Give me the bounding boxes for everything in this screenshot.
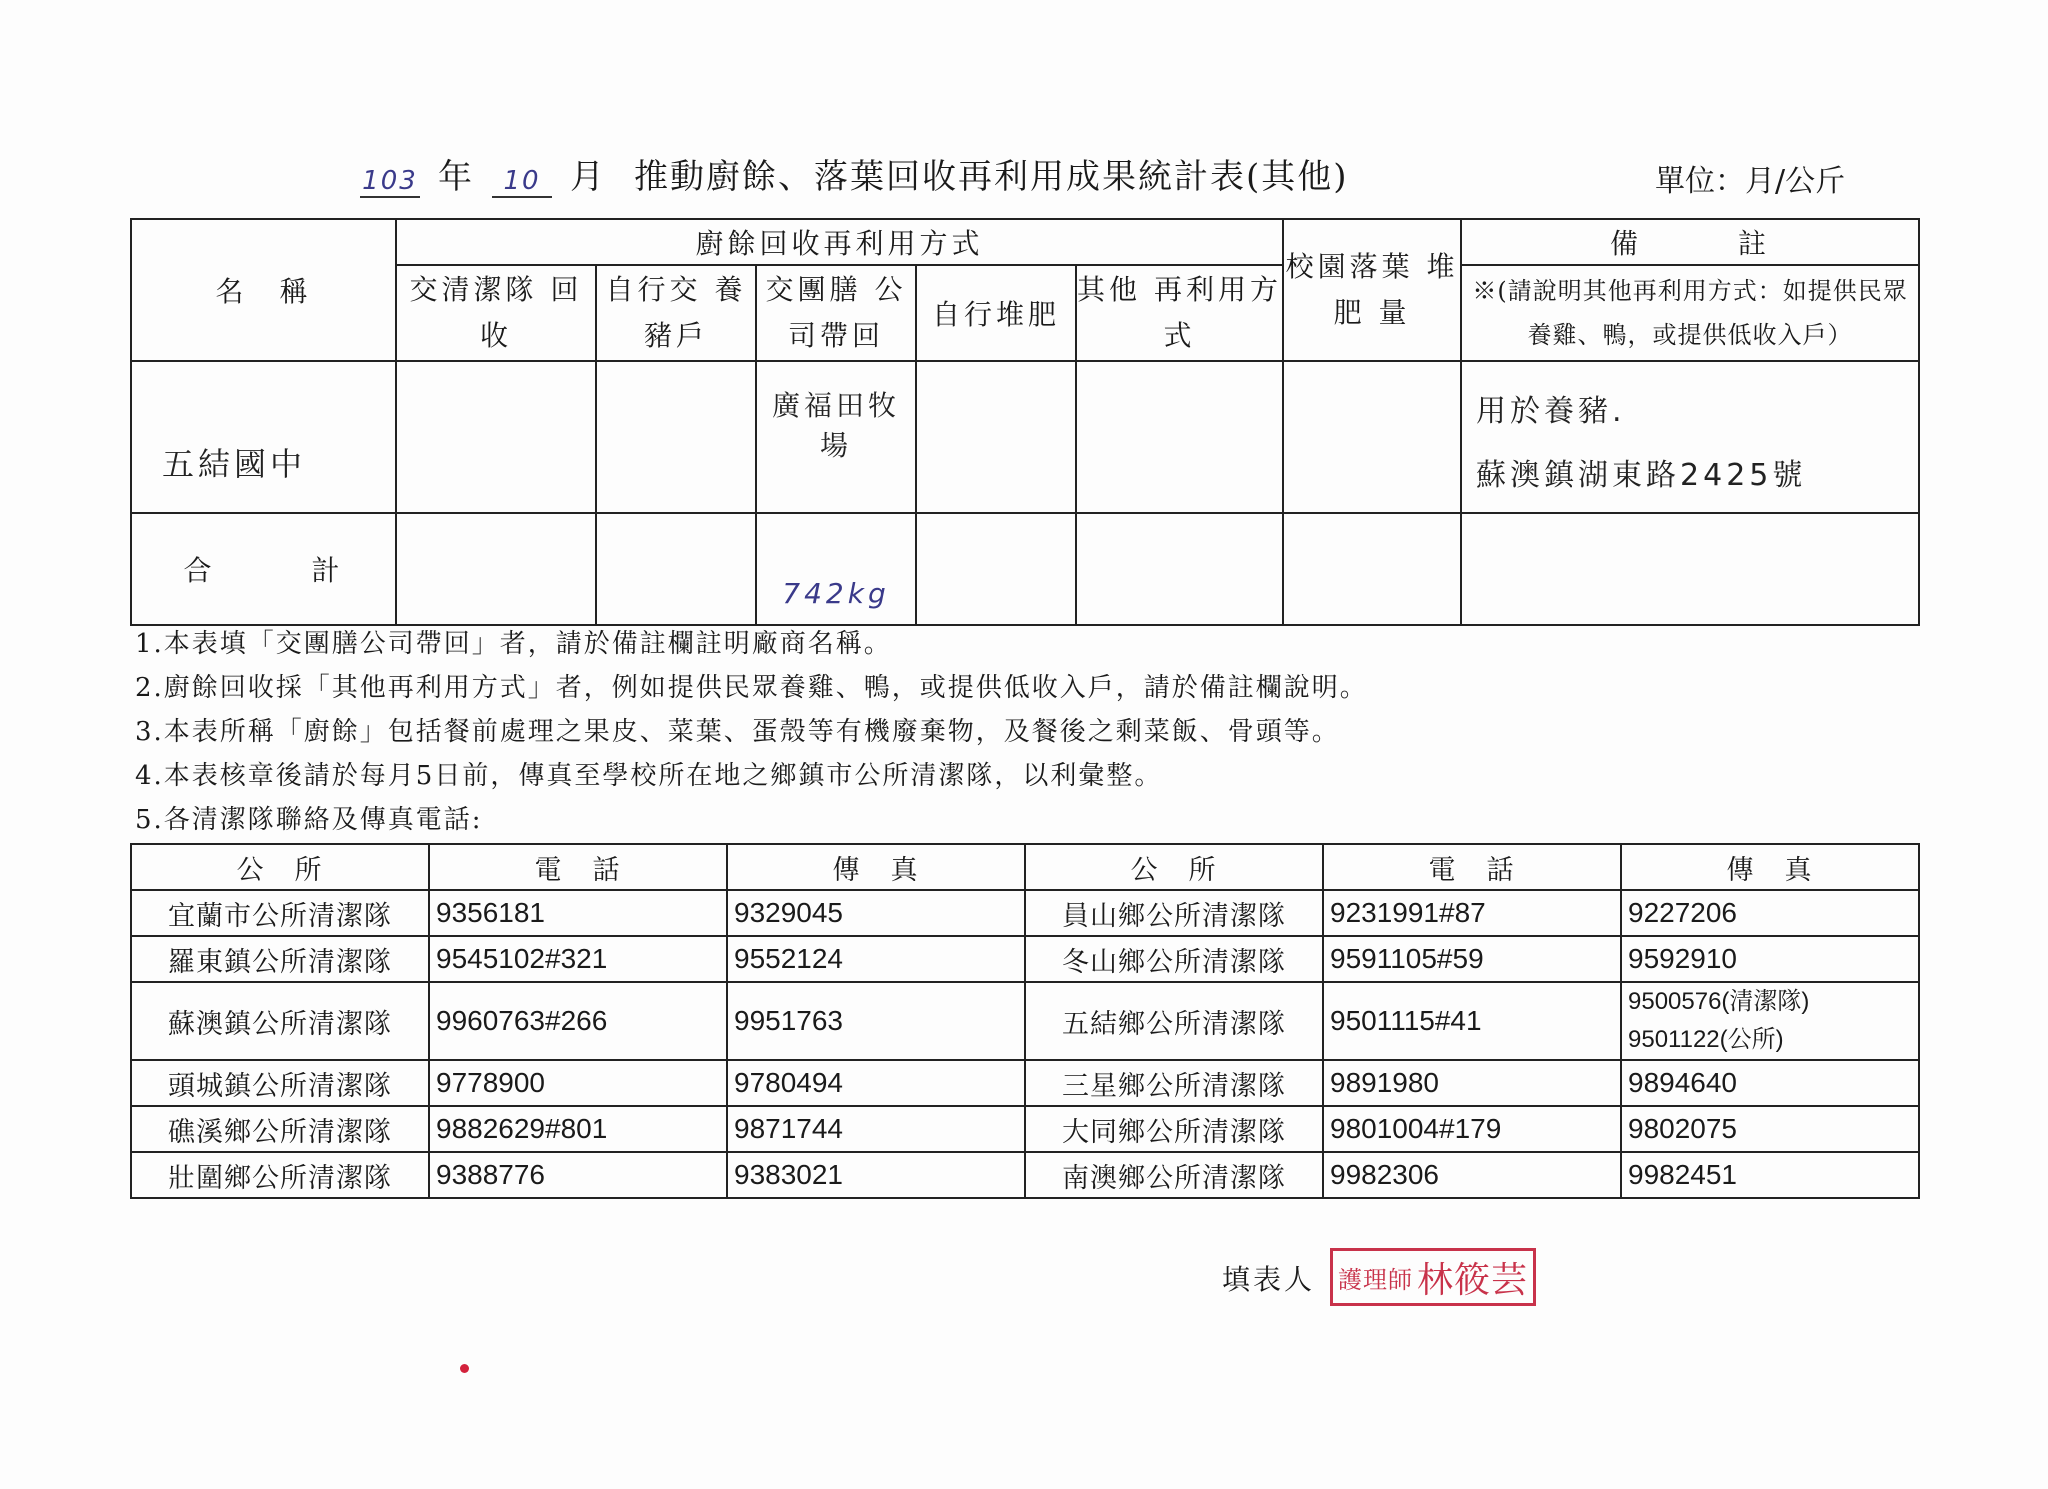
header-method-cleaning-team: 交清潔隊 回收 (396, 265, 596, 361)
year-suffix: 年 (438, 157, 474, 197)
contact-table (130, 843, 1920, 1199)
fax-number: 9871744 (727, 1106, 1025, 1152)
fax-number: 9227206 (1621, 890, 1919, 936)
phone-number: 9801004#179 (1323, 1106, 1621, 1152)
year-handwritten: 103 (360, 166, 420, 198)
fax-number: 9802075 (1621, 1106, 1919, 1152)
phone-number: 9356181 (429, 890, 727, 936)
header-method-group: 廚餘回收再利用方式 (396, 219, 1283, 265)
office-name: 南澳鄉公所清潔隊 (1025, 1152, 1323, 1198)
header-phone: 電 話 (1323, 844, 1621, 890)
total-compost (916, 513, 1076, 625)
page-title: 推動廚餘、落葉回收再利用成果統計表(其他) (634, 157, 1349, 197)
office-name: 壯圍鄉公所清潔隊 (131, 1152, 429, 1198)
month-handwritten: 10 (492, 166, 552, 198)
signature-stamp (1330, 1248, 1536, 1306)
phone-number: 9982306 (1323, 1152, 1621, 1198)
office-name: 頭城鎮公所清潔隊 (131, 1060, 429, 1106)
total-pig-farmer (596, 513, 756, 625)
form-title-row (360, 150, 1349, 198)
fax-number: 9982451 (1621, 1152, 1919, 1198)
recycling-table (130, 218, 1920, 626)
unit-label: 單位：月/公斤 (1655, 164, 1846, 199)
note-item: 5.各清潔隊聯絡及傳真電話: (135, 805, 483, 835)
office-name: 礁溪鄉公所清潔隊 (131, 1106, 429, 1152)
fax-number: 9780494 (727, 1060, 1025, 1106)
total-campus-leaves (1283, 513, 1461, 625)
cell-campus-leaves (1283, 361, 1461, 513)
phone-number: 9591105#59 (1323, 936, 1621, 982)
office-name: 大同鄉公所清潔隊 (1025, 1106, 1323, 1152)
header-fax: 傳 真 (727, 844, 1025, 890)
cell-catering-vendor: 廣福田牧場 (756, 361, 916, 513)
header-remarks: 備 註 (1461, 219, 1919, 265)
header-method-compost: 自行堆肥 (916, 265, 1076, 361)
table-row (131, 890, 1919, 936)
table-row (131, 936, 1919, 982)
phone-number: 9501115#41 (1323, 982, 1621, 1060)
cell-other (1076, 361, 1283, 513)
fax-number: 9951763 (727, 982, 1025, 1060)
phone-number: 9891980 (1323, 1060, 1621, 1106)
note-item: 4.本表核章後請於每月5日前，傳真至學校所在地之鄉鎮市公所清潔隊，以利彙整。 (135, 761, 1163, 791)
table-row (131, 982, 1919, 1060)
note-item: 1.本表填「交團膳公司帶回」者，請於備註欄註明廠商名稱。 (135, 629, 892, 659)
office-name: 冬山鄉公所清潔隊 (1025, 936, 1323, 982)
note-item: 2.廚餘回收採「其他再利用方式」者，例如提供民眾養雞、鴨，或提供低收入戶，請於備註欄說明。 (135, 673, 1368, 703)
header-remarks-note: ※(請說明其他再利用方式：如提供民眾養雞、鴨，或提供低收入戶） (1461, 265, 1919, 361)
office-name: 五結鄉公所清潔隊 (1025, 982, 1323, 1060)
header-name: 名 稱 (131, 219, 396, 361)
header-office: 公 所 (131, 844, 429, 890)
fax-number: 9592910 (1621, 936, 1919, 982)
table-row (131, 1152, 1919, 1198)
fax-number: 9329045 (727, 890, 1025, 936)
table-row (131, 1106, 1919, 1152)
fax-number-line: 9501122(公所) (1628, 1026, 1784, 1053)
phone-number: 9388776 (429, 1152, 727, 1198)
office-name: 羅東鎮公所清潔隊 (131, 936, 429, 982)
phone-number: 9778900 (429, 1060, 727, 1106)
note-item: 3.本表所稱「廚餘」包括餐前處理之果皮、菜葉、蛋殼等有機廢棄物，及餐後之剩菜飯、骨頭等。 (135, 717, 1340, 747)
fax-number: 9894640 (1621, 1060, 1919, 1106)
total-remarks (1461, 513, 1919, 625)
header-method-pig-farmer: 自行交 養豬戶 (596, 265, 756, 361)
total-label: 合 計 (131, 513, 396, 625)
cell-compost (916, 361, 1076, 513)
contact-header-row (131, 844, 1919, 890)
office-name: 員山鄉公所清潔隊 (1025, 890, 1323, 936)
header-office: 公 所 (1025, 844, 1323, 890)
office-name: 蘇澳鎮公所清潔隊 (131, 982, 429, 1060)
header-method-other: 其他 再利用方式 (1076, 265, 1283, 361)
ink-spot (460, 1364, 469, 1373)
notes-list (135, 622, 1368, 842)
cell-cleaning-team (396, 361, 596, 513)
table-row (131, 1060, 1919, 1106)
phone-number: 9545102#321 (429, 936, 727, 982)
phone-number: 9231991#87 (1323, 890, 1621, 936)
stamp-title: 護理師 (1337, 1265, 1413, 1294)
total-cleaning-team (396, 513, 596, 625)
office-name: 三星鄉公所清潔隊 (1025, 1060, 1323, 1106)
header-fax: 傳 真 (1621, 844, 1919, 890)
school-name: 五結國中 (131, 361, 396, 513)
signer-label: 填表人 (1222, 1263, 1316, 1296)
cell-remarks (1461, 361, 1919, 513)
total-catering: 742kg (756, 513, 916, 625)
remark-line-1: 用於養豬. (1476, 394, 1626, 429)
phone-number: 9882629#801 (429, 1106, 727, 1152)
header-phone: 電 話 (429, 844, 727, 890)
fax-number: 9552124 (727, 936, 1025, 982)
header-campus-leaves: 校園落葉 堆 肥 量 (1283, 219, 1461, 361)
month-suffix: 月 (570, 157, 606, 197)
office-name: 宜蘭市公所清潔隊 (131, 890, 429, 936)
fax-number-multi (1621, 982, 1919, 1060)
total-other (1076, 513, 1283, 625)
phone-number: 9960763#266 (429, 982, 727, 1060)
header-method-catering: 交團膳 公司帶回 (756, 265, 916, 361)
cell-pig-farmer (596, 361, 756, 513)
fax-number: 9383021 (727, 1152, 1025, 1198)
fax-number-line: 9500576(清潔隊) (1628, 988, 1810, 1015)
remark-line-2: 蘇澳鎮湖東路2425號 (1476, 458, 1807, 493)
stamp-name: 林筱芸 (1416, 1259, 1528, 1301)
